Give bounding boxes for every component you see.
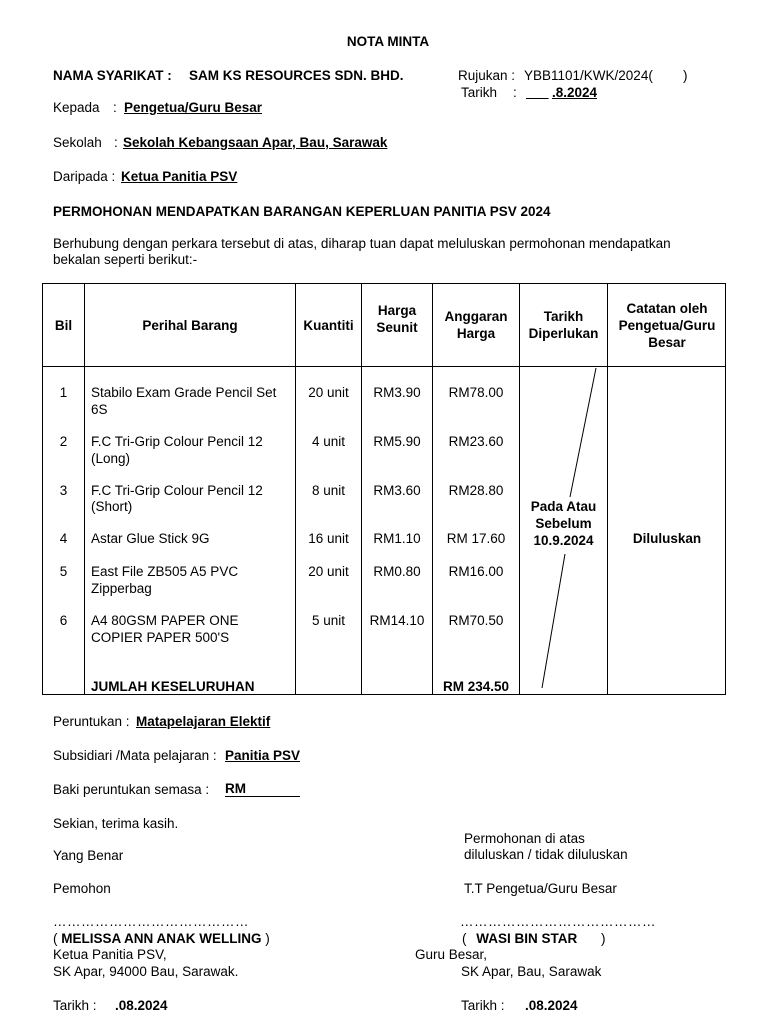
- row-item-line1: East File ZB505 A5 PVC: [91, 564, 239, 579]
- tarikh-diperlukan-line3: 10.9.2024: [533, 533, 594, 548]
- header-catatan: [608, 284, 726, 366]
- tarikh-top-value: .8.2024: [552, 85, 598, 100]
- kepada-colon: :: [113, 100, 117, 115]
- row-price: RM5.90: [373, 434, 421, 449]
- row-item-line1: Stabilo Exam Grade Pencil Set: [91, 385, 277, 400]
- jumlah-value: RM 234.50: [442, 679, 510, 694]
- right-sig-date-label: Tarikh :: [461, 998, 505, 1013]
- row-item-line2: COPIER PAPER 500'S: [91, 630, 230, 645]
- right-sig-open: (: [462, 931, 467, 946]
- row-qty: 20 unit: [308, 564, 349, 579]
- yang-benar-text: Yang Benar: [53, 848, 124, 863]
- approval-line-2: diluluskan / tidak diluluskan: [464, 847, 628, 862]
- right-sig-address: SK Apar, Bau, Sarawak: [461, 964, 602, 979]
- subsidiari-label: Subsidiari /Mata pelajaran :: [53, 748, 217, 763]
- row-item-line1: Astar Glue Stick 9G: [91, 531, 210, 546]
- left-sig-date-value: .08.2024: [115, 998, 168, 1013]
- row-bil: 6: [59, 613, 68, 628]
- baki-value: RM: [225, 781, 300, 797]
- row-bil: 2: [59, 434, 68, 449]
- right-sig-date-value: .08.2024: [525, 998, 578, 1013]
- row-item-line1: F.C Tri-Grip Colour Pencil 12: [91, 483, 263, 498]
- rujukan-label: Rujukan :: [458, 68, 516, 83]
- header-bil-text: Bil: [54, 317, 73, 333]
- sekolah-colon: :: [114, 135, 118, 150]
- right-sig-name-line: [462, 930, 606, 947]
- right-sig-name: WASI BIN STAR: [476, 931, 578, 946]
- left-sig-address: SK Apar, 94000 Bau, Sarawak.: [53, 964, 239, 979]
- right-signature-line: ……………………………………: [460, 914, 656, 929]
- row-item-line2: 6S: [91, 402, 108, 417]
- tarikh-top-colon: :: [513, 85, 517, 100]
- row-price: RM0.80: [373, 564, 421, 579]
- baki-label: Baki peruntukan semasa :: [53, 782, 210, 797]
- row-price: RM3.90: [373, 385, 421, 400]
- row-item-line1: A4 80GSM PAPER ONE: [91, 613, 239, 628]
- row-qty: 16 unit: [308, 531, 349, 546]
- header-harga-line1: Harga: [377, 303, 417, 318]
- row-bil: 5: [59, 564, 68, 579]
- header-tarikh-line2: Diperlukan: [528, 326, 599, 341]
- header-catatan-line3: Besar: [648, 334, 686, 350]
- subject-heading: PERMOHONAN MENDAPATKAN BARANGAN KEPERLUAN PANITIA PSV 2024: [53, 204, 551, 219]
- header-perihal: [85, 284, 295, 366]
- left-sig-name-line: [53, 930, 270, 947]
- row-bil: 4: [59, 531, 68, 546]
- items-table: [42, 283, 726, 695]
- intro-line-2: bekalan seperti berikut:-: [53, 252, 198, 267]
- intro-line-1: Berhubung dengan perkara tersebut di atas, diharap tuan dapat meluluskan permohonan mendapatkan: [53, 236, 671, 251]
- row-qty: 4 unit: [311, 434, 346, 449]
- rujukan-value: YBB1101/KWK/2024(: [524, 68, 653, 83]
- tarikh-diperlukan-line2: Sebelum: [535, 516, 592, 531]
- closing-text: Sekian, terima kasih.: [53, 816, 179, 831]
- header-tarikh: [520, 284, 607, 366]
- subsidiari-value: Panitia PSV: [225, 748, 301, 763]
- left-sig-open: (: [53, 931, 58, 946]
- tarikh-top-label: Tarikh: [461, 85, 498, 100]
- kepada-value: Pengetua/Guru Besar: [124, 100, 263, 115]
- row-item-line2: Zipperbag: [91, 581, 152, 596]
- row-item-line2: (Short): [91, 499, 133, 514]
- row-qty: 5 unit: [311, 613, 346, 628]
- row-price: RM1.10: [373, 531, 421, 546]
- row-bil: 1: [59, 385, 68, 400]
- sekolah-label: Sekolah: [53, 135, 102, 150]
- header-tarikh-line1: Tarikh: [543, 309, 584, 324]
- header-harga-line2: Seunit: [376, 320, 418, 335]
- header-harga: [362, 284, 432, 366]
- row-total: RM70.50: [448, 613, 504, 628]
- right-sig-close: ): [601, 931, 606, 946]
- tarikh-diperlukan-line1: Pada Atau: [530, 499, 597, 514]
- daripada-value: Ketua Panitia PSV: [121, 169, 238, 184]
- left-sig-close: ): [265, 931, 270, 946]
- row-qty: 8 unit: [311, 483, 346, 498]
- approval-line-1: Permohonan di atas: [464, 831, 585, 846]
- tarikh-top-blank: ___: [526, 85, 549, 100]
- header-catatan-line1: Catatan oleh: [626, 300, 708, 316]
- kepada-label: Kepada: [53, 100, 100, 115]
- header-anggaran-line1: Anggaran: [444, 309, 508, 324]
- row-qty: 20 unit: [308, 385, 349, 400]
- row-total: RM16.00: [448, 564, 504, 579]
- tt-text: T.T Pengetua/Guru Besar: [464, 881, 617, 896]
- header-anggaran: [433, 284, 519, 366]
- left-sig-date-label: Tarikh :: [53, 998, 97, 1013]
- row-bil: 3: [59, 483, 68, 498]
- header-anggaran-line2: Harga: [456, 326, 496, 341]
- row-item-line2: (Long): [91, 451, 131, 466]
- rujukan-close: ): [683, 68, 688, 83]
- row-total: RM 17.60: [446, 531, 506, 546]
- header-kuantiti-text: Kuantiti: [303, 317, 354, 333]
- right-sig-title: Guru Besar,: [415, 947, 488, 962]
- row-total: RM78.00: [448, 385, 504, 400]
- header-perihal-text: Perihal Barang: [142, 317, 238, 333]
- row-total: RM23.60: [448, 434, 504, 449]
- pemohon-text: Pemohon: [53, 881, 111, 896]
- catatan-value: Diluluskan: [632, 531, 702, 546]
- row-total: RM28.80: [448, 483, 504, 498]
- company-label: NAMA SYARIKAT :: [53, 68, 172, 83]
- daripada-label: Daripada :: [53, 169, 116, 184]
- company-name: SAM KS RESOURCES SDN. BHD.: [189, 68, 404, 83]
- row-price: RM14.10: [369, 613, 425, 628]
- header-kuantiti: [296, 284, 361, 366]
- peruntukan-value: Matapelajaran Elektif: [136, 714, 271, 729]
- header-catatan-line2: Pengetua/Guru: [618, 317, 716, 333]
- left-sig-title: Ketua Panitia PSV,: [53, 947, 167, 962]
- peruntukan-label: Peruntukan :: [53, 714, 130, 729]
- row-price: RM3.60: [373, 483, 421, 498]
- sekolah-value: Sekolah Kebangsaan Apar, Bau, Sarawak: [123, 135, 388, 150]
- jumlah-label: JUMLAH KESELURUHAN: [91, 679, 255, 694]
- header-bil: [43, 284, 84, 366]
- left-signature-line: ……………………………………: [53, 914, 249, 929]
- tarikh-diperlukan-value: [520, 498, 607, 549]
- row-item-line1: F.C Tri-Grip Colour Pencil 12: [91, 434, 263, 449]
- document-title: NOTA MINTA: [346, 34, 430, 49]
- left-sig-name: MELISSA ANN ANAK WELLING: [61, 931, 262, 946]
